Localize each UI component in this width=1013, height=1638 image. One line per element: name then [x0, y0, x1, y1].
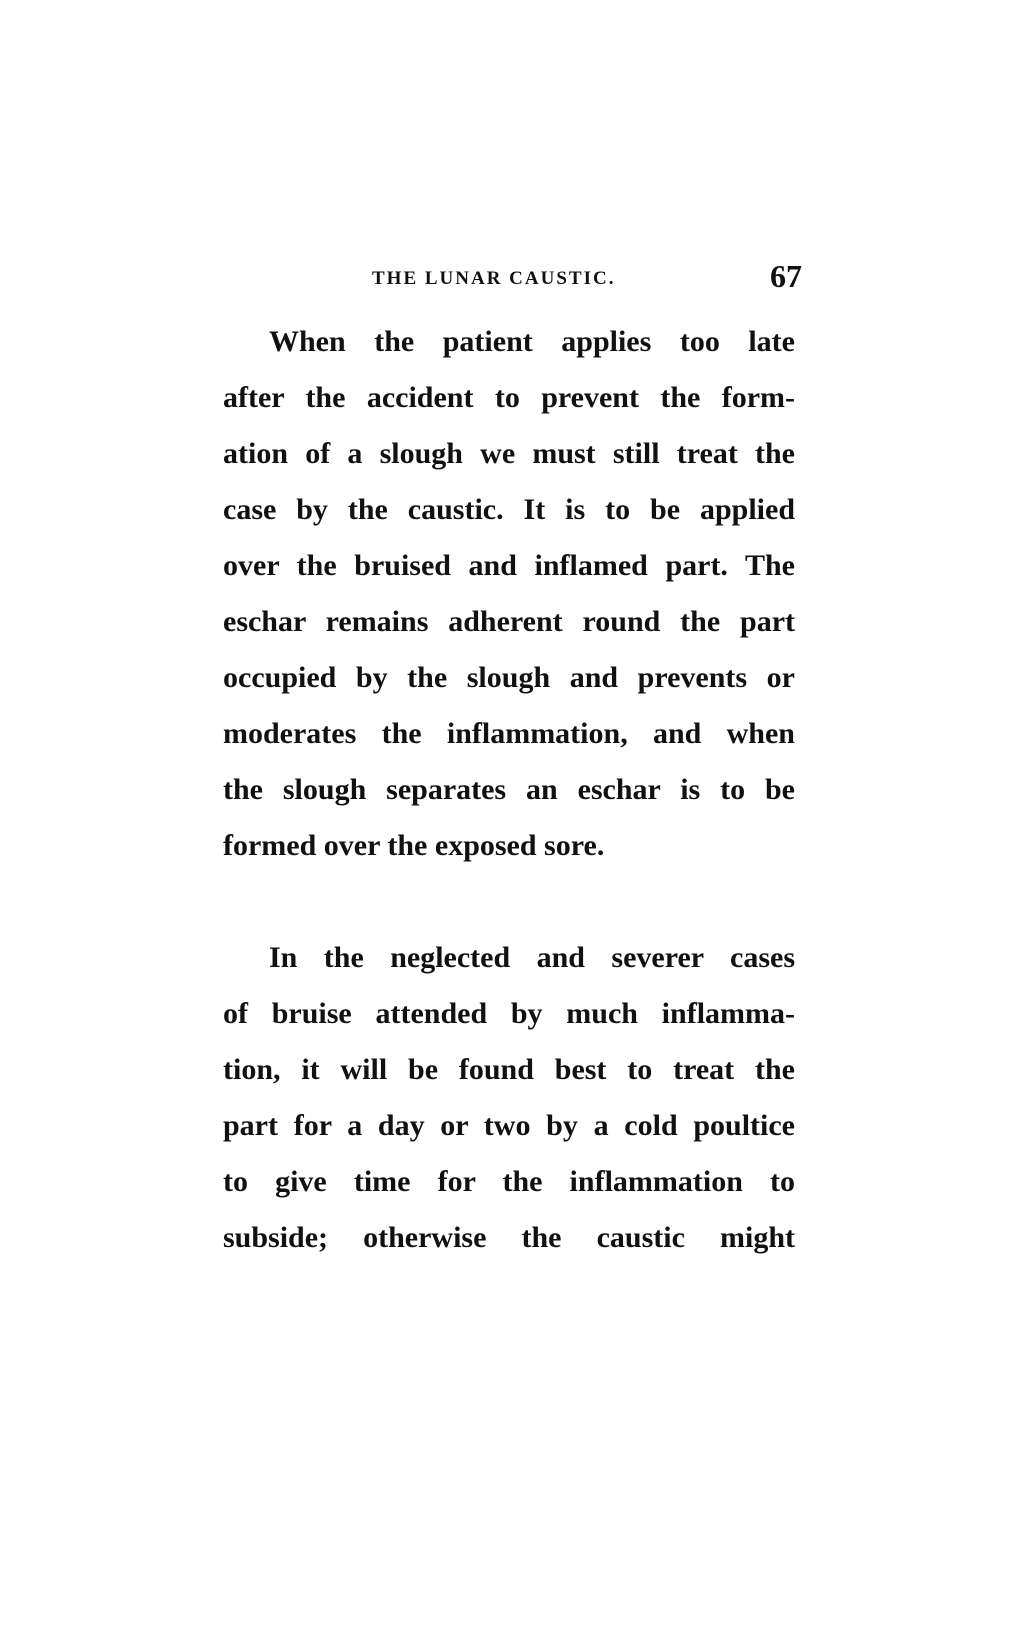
text-line: tion, it will be found best to treat the: [223, 1053, 795, 1086]
text-line: to give time for the inflammation to: [223, 1165, 795, 1198]
text-line: of bruise attended by much inflamma-: [223, 997, 795, 1030]
text-line: formed over the exposed sore.: [223, 829, 605, 862]
text-line: When the patient applies too late: [269, 325, 795, 358]
text-line: part for a day or two by a cold poultice: [223, 1109, 795, 1142]
text-line: occupied by the slough and prevents or: [223, 661, 795, 694]
text-line: ation of a slough we must still treat the: [223, 437, 795, 470]
text-line: after the accident to prevent the form-: [223, 381, 795, 414]
text-line: subside; otherwise the caustic might: [223, 1221, 795, 1254]
page-header: [372, 258, 802, 298]
text-line: the slough separates an eschar is to be: [223, 773, 795, 806]
page-number: 67: [770, 258, 802, 294]
text-line: case by the caustic. It is to be applied: [223, 493, 795, 526]
text-line: over the bruised and inflamed part. The: [223, 549, 795, 582]
text-line: eschar remains adherent round the part: [223, 605, 795, 638]
running-head: THE LUNAR CAUSTIC.: [372, 268, 616, 289]
text-line: moderates the inflammation, and when: [223, 717, 795, 750]
paragraph-2: [223, 930, 795, 1266]
text-line: In the neglected and severer cases: [269, 941, 795, 974]
paragraph-1: [223, 314, 795, 874]
